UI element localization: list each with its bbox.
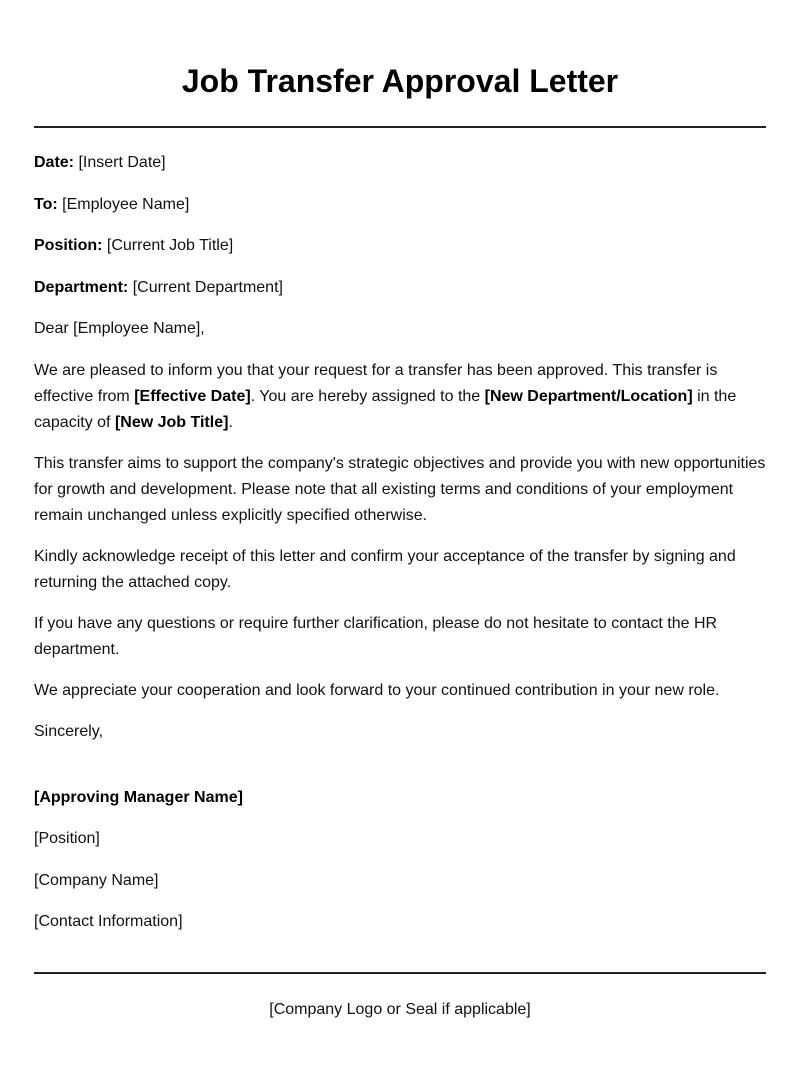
department-value: [Current Department]: [132, 278, 283, 296]
to-label: To:: [34, 195, 58, 213]
department-field: [34, 275, 766, 301]
paragraph1-part4: .: [228, 413, 233, 431]
manager-name: [Approving Manager Name]: [34, 788, 243, 806]
paragraph-questions: If you have any questions or require further clarification, please do not hesitate to contact the HR department.: [34, 614, 718, 658]
position-label: Position:: [34, 237, 103, 254]
paragraph1-part2: . You are hereby assigned to the: [250, 387, 485, 405]
date-field: [34, 150, 766, 176]
position-field: [34, 233, 766, 259]
date-value: [Insert Date]: [78, 154, 166, 171]
paragraph-transfer-approved: [34, 358, 766, 436]
paragraph-acknowledge: Kindly acknowledge receipt of this letter and confirm your acceptance of the transfer by signing and returning the attached copy.: [34, 547, 736, 591]
paragraph1-part1: We are pleased to inform you that your request for a transfer has been approved. This transfer is effective from: [34, 361, 718, 405]
paragraph-appreciation: We appreciate your cooperation and look forward to your continued contribution in your new role.: [34, 681, 720, 699]
paragraph1-part3: in the capacity of: [34, 387, 737, 431]
signature-block: [34, 745, 766, 936]
manager-position: [Position]: [34, 830, 100, 847]
contact-information: [Contact Information]: [34, 913, 183, 930]
salutation: Dear [Employee Name],: [34, 320, 205, 337]
company-name: [Company Name]: [34, 871, 159, 889]
date-label: Date:: [34, 154, 75, 171]
paragraph-objectives: This transfer aims to support the company's strategic objectives and provide you with new opportunities for growth and development. Please note that all existing terms and conditions of your employment remain unchanged unless explicitly specified otherwise.: [34, 454, 766, 524]
footer-note: [Company Logo or Seal if applicable]: [269, 1001, 531, 1018]
new-job-title-placeholder: [New Job Title]: [114, 413, 229, 431]
letter-body: [34, 128, 766, 935]
closing: Sincerely,: [34, 722, 104, 740]
to-value: [Employee Name]: [62, 195, 190, 213]
effective-date-placeholder: [Effective Date]: [134, 387, 251, 405]
footer-divider: [34, 972, 766, 974]
position-value: [Current Job Title]: [106, 237, 234, 254]
page-title: Job Transfer Approval Letter: [181, 63, 619, 99]
to-field: [34, 192, 766, 218]
new-department-placeholder: [New Department/Location]: [484, 387, 693, 405]
department-label: Department:: [34, 278, 129, 296]
